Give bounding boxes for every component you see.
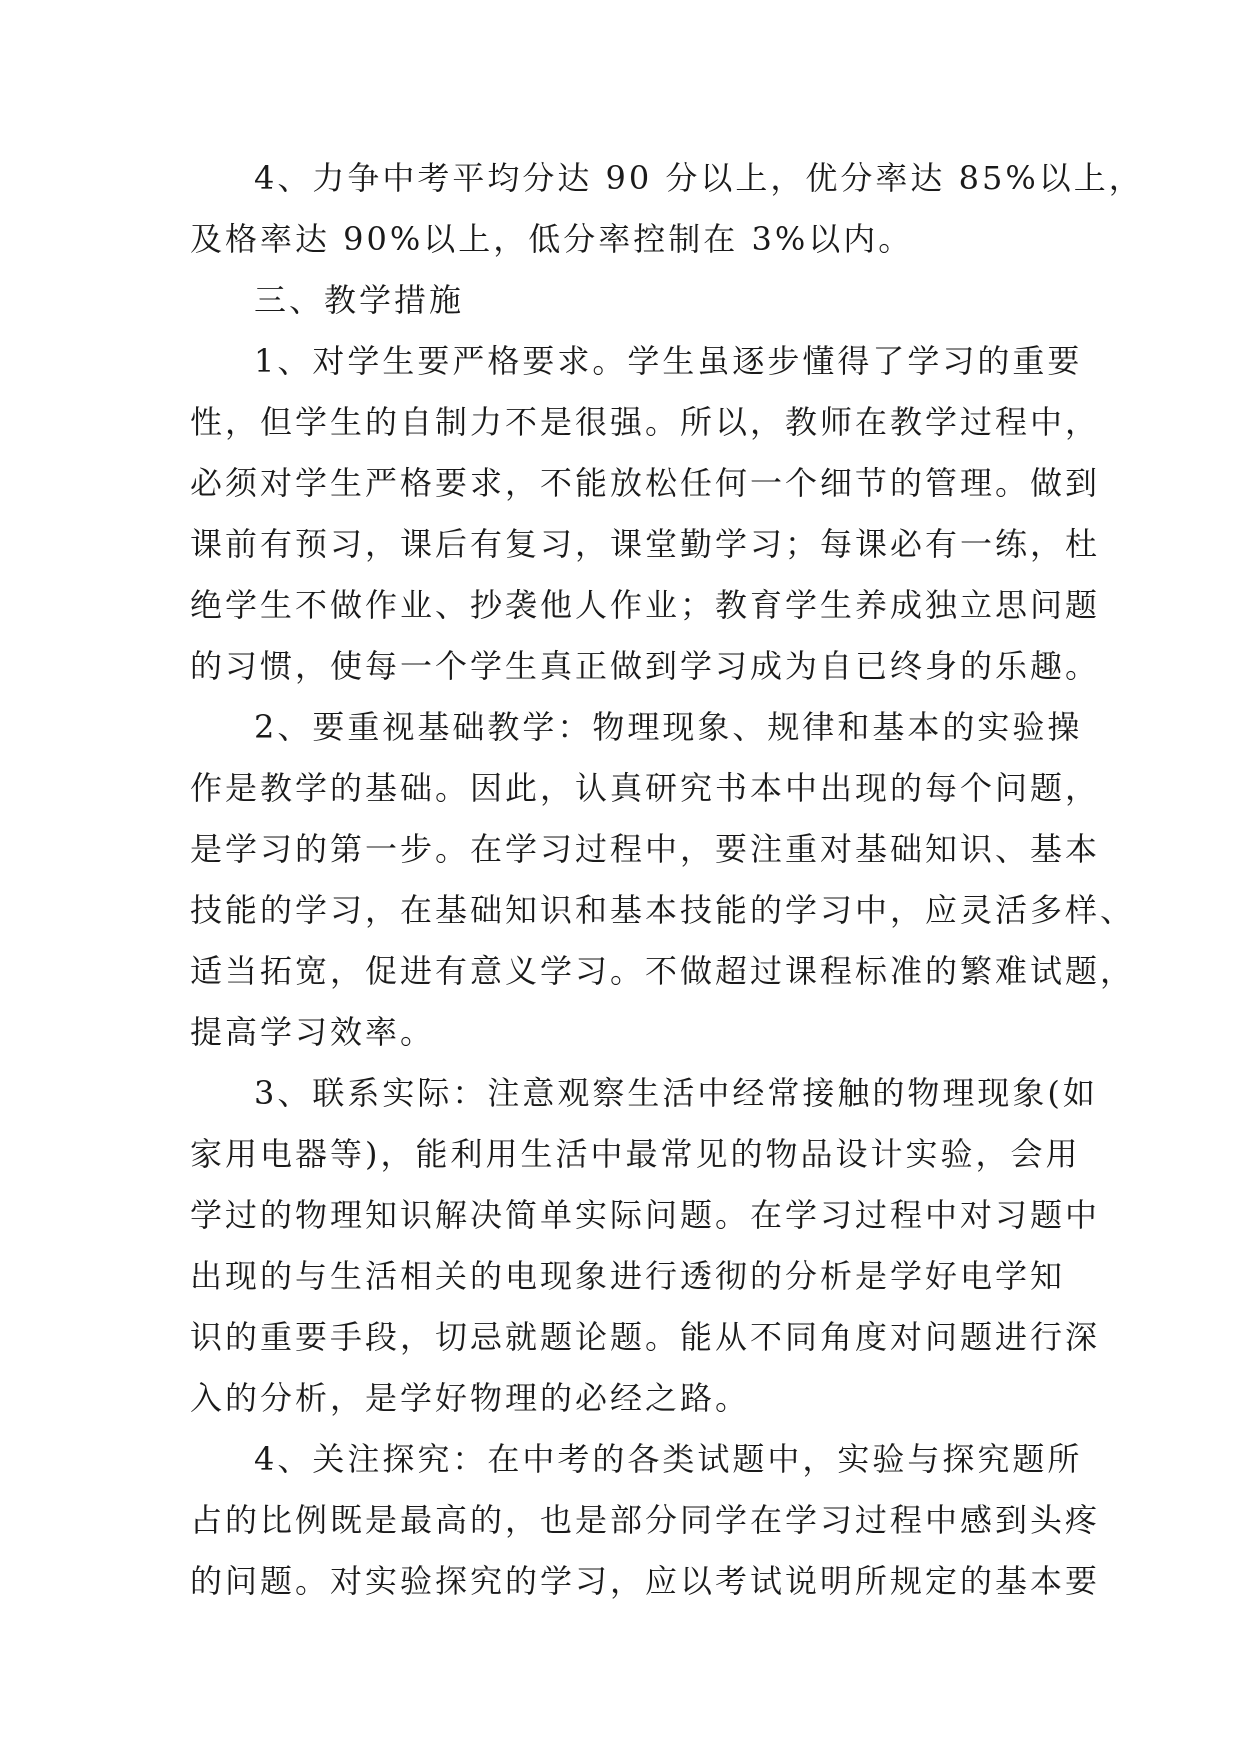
- heading-text: 三、教学措施: [254, 281, 465, 319]
- text-line: 提高学习效率。: [190, 1013, 436, 1051]
- text-line: 性，但学生的自制力不是很强。所以，教师在教学过程中，: [190, 403, 1101, 441]
- text-line: 课前有预习，课后有复习，课堂勤学习；每课必有一练，杜: [190, 525, 1101, 563]
- paragraph-measure-3: [190, 1073, 1101, 1419]
- text-line: 4、力争中考平均分达 90 分以上，优分率达 85%以上，: [254, 159, 1144, 197]
- text-line: 技能的学习，在基础知识和基本技能的学习中，应灵活多样、: [190, 891, 1136, 929]
- paragraph-goal-4: [190, 158, 1144, 260]
- text-line: 绝学生不做作业、抄袭他人作业；教育学生养成独立思问题: [190, 586, 1101, 624]
- paragraph-measure-4: [190, 1439, 1101, 1602]
- text-line: 3、联系实际：注意观察生活中经常接触的物理现象(如: [254, 1074, 1098, 1112]
- text-line: 及格率达 90%以上，低分率控制在 3%以内。: [190, 220, 914, 258]
- text-line: 识的重要手段，切忌就题论题。能从不同角度对问题进行深: [190, 1318, 1101, 1356]
- text-line: 必须对学生严格要求，不能放松任何一个细节的管理。做到: [190, 464, 1101, 502]
- text-line: 2、要重视基础教学：物理现象、规律和基本的实验操: [254, 708, 1083, 746]
- text-line: 是学习的第一步。在学习过程中，要注重对基础知识、基本: [190, 830, 1101, 868]
- text-line: 学过的物理知识解决简单实际问题。在学习过程中对习题中: [190, 1196, 1101, 1234]
- text-line: 出现的与生活相关的电现象进行透彻的分析是学好电学知: [190, 1257, 1066, 1295]
- text-line: 1、对学生要严格要求。学生虽逐步懂得了学习的重要: [254, 342, 1083, 380]
- text-line: 的问题。对实验探究的学习，应以考试说明所规定的基本要: [190, 1562, 1101, 1600]
- section-heading: [190, 280, 1060, 321]
- text-line: 家用电器等)，能利用生活中最常见的物品设计实验，会用: [190, 1135, 1081, 1173]
- paragraph-measure-2: [190, 707, 1136, 1053]
- text-line: 占的比例既是最高的，也是部分同学在学习过程中感到头疼: [190, 1501, 1101, 1539]
- text-line: 4、关注探究：在中考的各类试题中，实验与探究题所: [254, 1440, 1083, 1478]
- text-line: 入的分析，是学好物理的必经之路。: [190, 1379, 751, 1417]
- document-body: [190, 158, 1144, 1602]
- text-line: 适当拓宽，促进有意义学习。不做超过课程标准的繁难试题，: [190, 952, 1136, 990]
- text-line: 的习惯，使每一个学生真正做到学习成为自已终身的乐趣。: [190, 647, 1101, 685]
- paragraph-measure-1: [190, 341, 1101, 687]
- text-line: 作是教学的基础。因此，认真研究书本中出现的每个问题，: [190, 769, 1101, 807]
